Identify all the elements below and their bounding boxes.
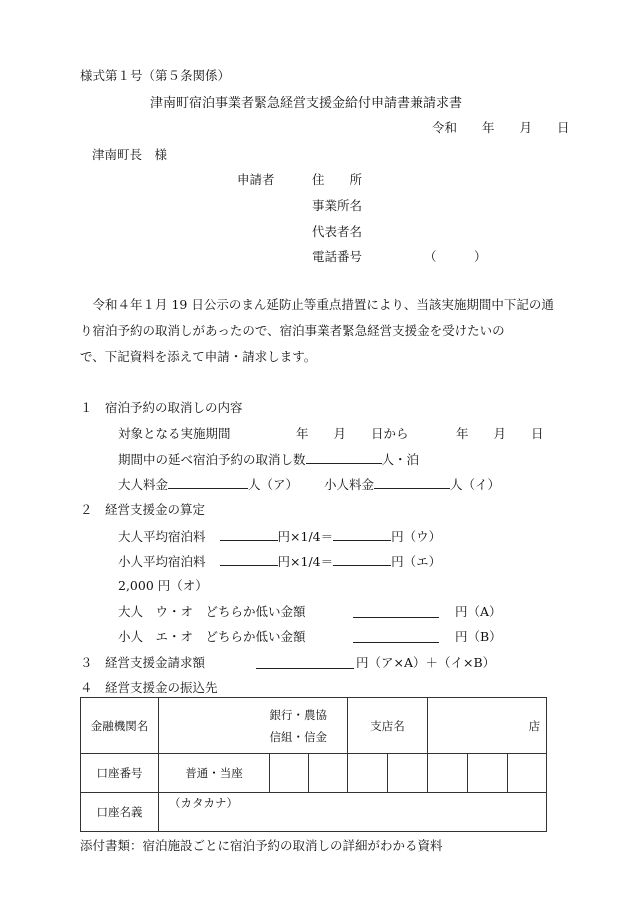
- request-formula: 円（ア×A）＋（イ×B）: [356, 655, 496, 670]
- adult-avg-unit: 円（ウ）: [391, 529, 442, 544]
- account-holder-cell[interactable]: [159, 793, 547, 832]
- section-1-heading: １ 宿泊予約の取消しの内容: [80, 400, 243, 415]
- child-fee-label: 小人料金: [324, 477, 375, 492]
- page-title: 津南町宿泊事業者緊急経営支援金給付申請書兼請求書: [150, 96, 463, 111]
- section-3-heading: ３ 経営支援金請求額: [80, 655, 206, 670]
- institution-name-cell[interactable]: [159, 698, 348, 754]
- phone-label: 電話番号: [312, 249, 363, 264]
- request-amount-blank[interactable]: [256, 654, 354, 669]
- period-to: 年 月 日: [456, 426, 544, 441]
- child-avg-calc: 円×1/4＝: [277, 554, 334, 569]
- account-digit-cell[interactable]: [309, 754, 348, 793]
- adult-avg-result-blank[interactable]: [333, 526, 391, 541]
- account-digit-cell[interactable]: [508, 754, 547, 793]
- adult-lower-unit: 円（A）: [455, 604, 502, 619]
- bank-types-line-1: 銀行・農協: [269, 707, 328, 722]
- account-number-label: 口座番号: [81, 754, 159, 793]
- period-from: 年 月 日から: [296, 426, 409, 441]
- form-number: 様式第１号（第５条関係）: [80, 68, 231, 83]
- period-label: 対象となる実施期間: [118, 426, 231, 441]
- addressee: 津南町長 様: [92, 147, 168, 162]
- attachment-note: 添付書類：宿泊施設ごとに宿泊予約の取消しの詳細がわかる資料: [80, 838, 443, 853]
- adult-lower-blank[interactable]: [353, 603, 439, 618]
- intro-line-3: で、下記資料を添えて申請・請求します。: [80, 349, 317, 364]
- adult-avg-calc: 円×1/4＝: [277, 529, 334, 544]
- child-fee-row: [324, 474, 500, 493]
- adult-avg-row: [118, 526, 441, 545]
- child-avg-label: 小人平均宿泊料: [118, 554, 206, 569]
- cancel-count-label: 期間中の延べ宿泊予約の取消し数: [118, 452, 306, 467]
- institution-label: 金融機関名: [81, 698, 159, 754]
- fixed-amount: 2,000 円（オ）: [118, 578, 208, 593]
- child-avg-row: [118, 551, 441, 570]
- child-avg-blank[interactable]: [220, 551, 278, 566]
- account-type[interactable]: 普通・当座: [159, 754, 270, 793]
- phone-paren: （ ）: [424, 249, 487, 264]
- intro-line-1: 令和４年１月 19 日公示のまん延防止等重点措置により、当該実施期間中下記の通: [80, 297, 554, 312]
- business-name-label: 事業所名: [312, 198, 363, 213]
- branch-name-cell[interactable]: [428, 698, 547, 754]
- adult-fee-label: 大人料金: [118, 477, 169, 492]
- account-digit-cell[interactable]: [388, 754, 428, 793]
- section-2-heading: ２ 経営支援金の算定: [80, 502, 206, 517]
- cancel-count-row: [118, 449, 419, 468]
- adult-fee-unit: 人（ア）: [248, 477, 299, 492]
- bank-types-line-2: 信組・信金: [269, 729, 328, 744]
- branch-suffix: 店: [528, 718, 541, 733]
- child-lower-unit: 円（B）: [455, 629, 502, 644]
- adult-avg-blank[interactable]: [220, 526, 278, 541]
- child-avg-unit: 円（エ）: [391, 554, 442, 569]
- account-digit-cell[interactable]: [270, 754, 309, 793]
- account-digit-cell[interactable]: [428, 754, 468, 793]
- intro-line-2: り宿泊予約の取消しがあったので、宿泊事業者緊急経営支援金を受けたいの: [80, 323, 505, 338]
- application-date: 令和 年 月 日: [432, 120, 570, 135]
- account-digit-cell[interactable]: [468, 754, 508, 793]
- bank-account-table: [80, 697, 547, 832]
- child-avg-result-blank[interactable]: [333, 551, 391, 566]
- address-label: 住 所: [312, 172, 363, 187]
- adult-fee-blank[interactable]: [168, 474, 248, 489]
- katakana-note: （カタカナ）: [169, 796, 238, 810]
- child-lower-label: 小人 エ・オ どちらか低い金額: [118, 629, 306, 644]
- account-digit-cell[interactable]: [348, 754, 388, 793]
- child-fee-blank[interactable]: [374, 474, 450, 489]
- child-lower-blank[interactable]: [353, 628, 439, 643]
- account-holder-label: 口座名義: [81, 793, 159, 832]
- cancel-count-unit: 人・泊: [381, 452, 420, 467]
- adult-fee-row: [118, 474, 298, 493]
- branch-label: 支店名: [348, 698, 428, 754]
- child-fee-unit: 人（イ）: [450, 477, 501, 492]
- adult-avg-label: 大人平均宿泊料: [118, 529, 206, 544]
- representative-label: 代表者名: [312, 224, 363, 239]
- cancel-count-blank[interactable]: [306, 449, 382, 464]
- applicant-label: 申請者: [237, 172, 275, 187]
- section-4-heading: ４ 経営支援金の振込先: [80, 680, 218, 695]
- adult-lower-label: 大人 ウ・オ どちらか低い金額: [118, 604, 306, 619]
